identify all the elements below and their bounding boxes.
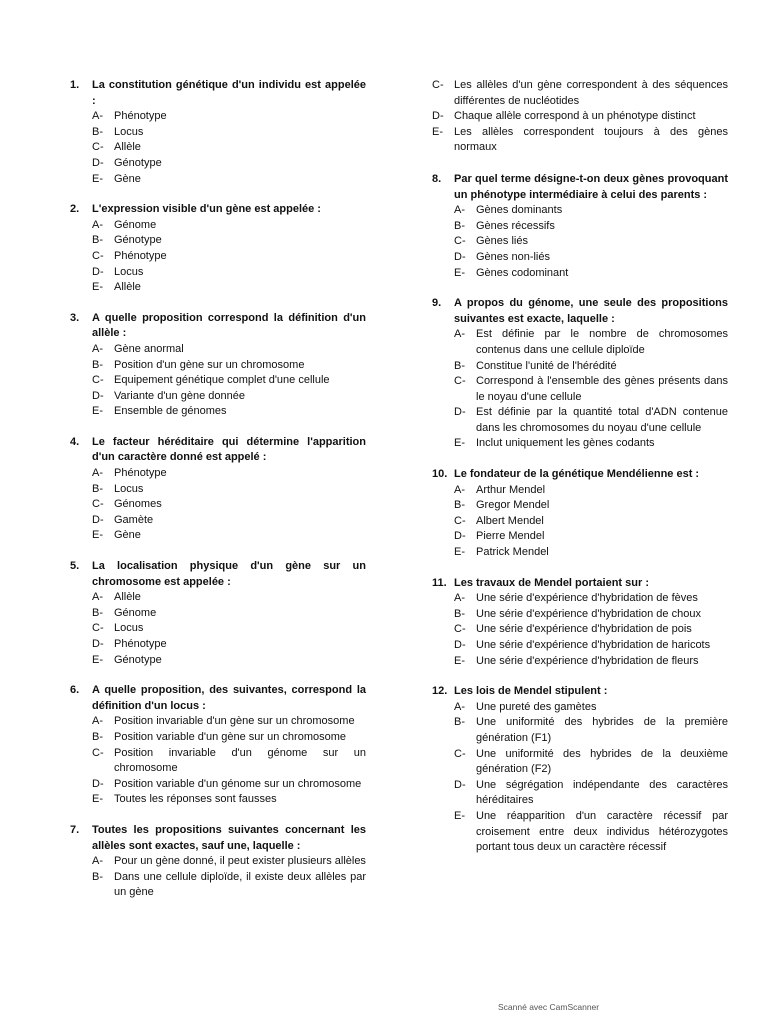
option-text: Phénotype [114,110,167,123]
question-text: Le fondateur de la génétique Mendélienne est : [454,468,700,481]
question-number: 5. [70,560,80,573]
option-text: Locus [114,265,144,278]
option-text: Dans une cellule diploïde, il existe deux allèles par un gène [114,870,366,899]
option-letter: C- [432,79,444,91]
option [92,792,366,808]
option-letter: E- [454,546,465,559]
option-text: Patrick Mendel [476,546,549,559]
option-text: Locus [114,482,144,495]
option-text: Est définie par la quantité total d'ADN contenue dans les chromosomes du noyau d'une cellule [476,406,728,434]
option [454,374,728,405]
option [92,125,366,141]
option-letter: D- [92,156,104,169]
option-text: Génotype [114,653,162,666]
option [92,621,366,637]
option [92,730,366,746]
question-text: Les lois de Mendel stipulent : [454,685,608,698]
question-item [432,467,728,561]
option-letter: D- [454,530,466,543]
option-letter: D- [92,777,104,790]
option-text: Une série d'expérience d'hybridation de fleurs [476,654,699,667]
option-letter: A- [454,700,465,713]
option-text: Une série d'expérience d'hybridation de pois [476,623,692,636]
question-number: 4. [70,435,80,448]
option [92,233,366,249]
option [92,218,366,234]
option-letter: D- [432,110,444,123]
question-item [432,296,728,452]
options-list [432,700,728,856]
option [454,622,728,638]
option-letter: D- [92,265,104,278]
option-text: Toutes les réponses sont fausses [114,793,277,806]
option-text: Gènes non-liés [476,250,550,263]
option-text: Gènes récessifs [476,219,555,232]
option [92,777,366,793]
option-text: Génomes [114,498,162,511]
option-text: Locus [114,622,144,635]
options-list [70,714,366,808]
question-text: Par quel terme désigne-t-on deux gènes provoquant un phénotype intermédiaire à celui des parents : [454,172,728,201]
option-letter: A- [92,591,103,604]
option [92,653,366,669]
option [454,700,728,716]
option-text: Pour un gène donné, il peut exister plusieurs allèles [114,855,366,868]
option-letter: D- [92,638,104,650]
option [92,482,366,498]
option-text: Gène [114,529,141,542]
question-header [70,78,366,109]
option-letter: D- [454,778,466,791]
option-text: Ensemble de génomes [114,405,227,418]
question-text: L'expression visible d'un gène est appelée : [92,203,321,216]
option-text: Gregor Mendel [476,499,550,512]
option-text: Position invariable d'un génome sur un chromosome [114,746,366,775]
option-text: Génome [114,606,157,619]
option-text: Variante d'un gène donnée [114,389,245,402]
option-text: Une réapparition d'un caractère récessif par croisement entre deux individus hétérozygotes portant tous deux un caractère récessif [476,809,728,854]
option-letter: B- [92,870,103,883]
question-header [70,823,366,854]
option-letter: A- [92,110,103,123]
option-text: Locus [114,125,144,138]
option-letter: A- [454,204,465,217]
option-letter: B- [92,606,103,619]
option-letter: A- [454,328,465,341]
options-list [432,203,728,281]
question-text: Le facteur héréditaire qui détermine l'apparition d'un caractère donné est appelé : [92,435,366,464]
option-letter: B- [92,125,103,138]
question-header [70,202,366,218]
option [92,746,366,777]
question-text: Les travaux de Mendel portaient sur : [454,576,649,589]
options-list [70,109,366,187]
options-list [432,483,728,561]
option [92,606,366,622]
option [454,809,728,856]
option [454,715,728,746]
question-7-continued [432,78,728,156]
question-number: 12. [432,685,448,698]
option [454,203,728,219]
option-letter: E- [92,793,103,806]
option [92,342,366,358]
question-text: La localisation physique d'un gène sur un chromosome est appelée : [92,560,366,588]
question-item [70,78,366,187]
options-list [70,590,366,668]
option [92,373,366,389]
question-item [432,684,728,856]
question-header [432,296,728,327]
option-text: Gènes liés [476,235,528,248]
question-header [432,172,728,203]
option-letter: C- [92,746,104,759]
option-letter: C- [92,141,104,154]
option-letter: E- [454,266,465,279]
options-list [70,342,366,420]
options-list [432,327,728,452]
question-text: A quelle proposition correspond la définition d'un allèle : [92,311,366,340]
option-letter: A- [454,592,465,605]
option-letter: E- [92,653,103,666]
option [454,529,728,545]
option-letter: B- [454,716,465,729]
option-letter: D- [454,406,466,419]
question-number: 2. [70,203,80,216]
option [454,250,728,266]
option-letter: D- [92,389,104,402]
option [454,607,728,623]
option-letter: A- [92,218,103,231]
option-text: Une uniformité des hybrides de la première génération (F1) [476,716,728,744]
option-letter: E- [454,654,465,667]
question-number: 8. [432,172,442,185]
option [92,854,366,870]
option-text: Une uniformité des hybrides de la deuxième génération (F2) [476,747,728,776]
options-list [70,466,366,544]
option-text: Génotype [114,234,162,247]
question-item [70,823,366,961]
options-list [70,218,366,296]
question-number: 3. [70,311,80,324]
question-header [432,576,728,592]
question-item [70,311,366,420]
option-letter: B- [92,234,103,247]
option-letter: A- [92,855,103,868]
option-letter: A- [92,715,103,728]
option-text: Inclut uniquement les gènes codants [476,437,655,450]
option-text: Gène anormal [114,342,184,355]
option [92,140,366,156]
question-text: Toutes les propositions suivantes concernant les allèles sont exactes, sauf une, laquelle : [92,823,366,852]
option [92,156,366,172]
option-text: Equipement génétique complet d'une cellule [114,374,330,387]
option [454,359,728,375]
option [454,436,728,452]
option-text: Position d'un gène sur un chromosome [114,358,305,371]
option-letter: C- [92,374,104,387]
option-text: Arthur Mendel [476,483,546,496]
option-letter: C- [454,235,466,248]
option [92,389,366,405]
option-text: Phénotype [114,467,167,480]
option [454,638,728,654]
option-letter: D- [454,250,466,263]
option-letter: B- [92,730,103,743]
question-header [70,683,366,714]
question-header [432,467,728,483]
option-text: Une ségrégation indépendante des caractères héréditaires [476,778,728,807]
option [92,590,366,606]
option-text: Les allèles correspondent toujours à des gènes normaux [454,125,728,154]
option-letter: E- [454,437,465,450]
option-text: Pierre Mendel [476,530,545,543]
option-letter: E- [92,281,103,294]
options-list [432,591,728,669]
option-text: Gène [114,172,141,185]
option-text: Chaque allèle correspond à un phénotype distinct [454,110,696,123]
option-text: Phénotype [114,249,167,262]
option-text: Position invariable d'un gène sur un chromosome [114,715,355,728]
question-number: 10. [432,468,448,481]
option [454,514,728,530]
question-item [432,576,728,670]
question-item [70,435,366,544]
option-letter: D- [92,513,104,526]
option-letter: A- [454,483,465,496]
option [432,78,728,109]
question-number: 7. [70,823,80,836]
option-text: Phénotype [114,638,167,650]
question-item [432,172,728,281]
option-text: Les allèles d'un gène correspondent à des séquences différentes de nucléotides [454,79,728,107]
question-item [70,202,366,296]
question-number: 11. [432,576,447,589]
right-column [432,78,728,871]
option [454,266,728,282]
option [92,249,366,265]
question-number: 1. [70,79,80,91]
option-letter: C- [454,747,466,760]
option-letter: E- [92,172,103,185]
option [92,404,366,420]
option-text: Allèle [114,141,141,154]
option-text: Une pureté des gamètes [476,700,597,713]
option [454,219,728,235]
option-letter: E- [432,125,443,138]
option-letter: E- [454,809,465,822]
option-letter: B- [454,499,465,512]
option-letter: B- [92,482,103,495]
option [92,466,366,482]
question-header [432,684,728,700]
question-number: 9. [432,297,442,310]
question-header [70,311,366,342]
question-text: La constitution génétique d'un individu est appelée : [92,79,366,107]
option-letter: D- [454,639,466,651]
option-letter: B- [454,219,465,232]
option-letter: C- [454,375,466,388]
question-item [70,559,366,668]
option-text: Correspond à l'ensemble des gènes présents dans le noyau d'une cellule [476,375,728,403]
question-header [70,435,366,466]
option-letter: C- [454,514,466,527]
option [454,654,728,670]
option-letter: C- [454,623,466,636]
option [454,591,728,607]
option [454,498,728,514]
option [454,327,728,358]
question-item [70,683,366,808]
option [92,280,366,296]
option-letter: A- [92,342,103,355]
option [92,265,366,281]
option-text: Position variable d'un génome sur un chromosome [114,777,362,790]
scanner-watermark: Scanné avec CamScanner [498,1002,600,1012]
option [454,483,728,499]
option-letter: B- [454,359,465,372]
option-text: Est définie par le nombre de chromosomes contenus dans une cellule diploïde [476,328,728,356]
option-text: Constitue l'unité de l'hérédité [476,359,617,372]
option-text: Allèle [114,591,141,604]
question-text: A propos du génome, une seule des propositions suivantes est exacte, laquelle : [454,297,728,325]
option [92,637,366,653]
option [454,234,728,250]
option-text: Une série d'expérience d'hybridation de choux [476,607,701,620]
option-letter: C- [92,249,104,262]
option-text: Gamète [114,513,154,526]
question-text: A quelle proposition, des suivantes, correspond la définition d'un locus : [92,684,366,712]
option-letter: B- [454,607,465,620]
left-column [70,78,366,961]
option [92,870,366,901]
option [92,358,366,374]
option [454,545,728,561]
option-text: Allèle [114,281,141,294]
option [92,109,366,125]
option-text: Une série d'expérience d'hybridation de haricots [476,639,711,651]
option [454,405,728,436]
option-text: Gènes codominant [476,266,569,279]
option-letter: C- [92,622,104,635]
option-text: Une série d'expérience d'hybridation de fèves [476,592,698,605]
option-text: Albert Mendel [476,514,544,527]
option [454,778,728,809]
option-letter: E- [92,405,103,418]
option [92,172,366,188]
option [454,747,728,778]
option [92,528,366,544]
option [92,513,366,529]
question-header [70,559,366,590]
question-number: 6. [70,684,80,697]
option-text: Gènes dominants [476,204,563,217]
option [92,497,366,513]
option [92,714,366,730]
option [432,109,728,125]
option-letter: C- [92,498,104,511]
option-text: Position variable d'un gène sur un chromosome [114,730,347,743]
option-letter: E- [92,529,103,542]
option [432,125,728,156]
option-letter: B- [92,358,103,371]
option-text: Génome [114,218,157,231]
option-text: Génotype [114,156,162,169]
option-letter: A- [92,467,103,480]
options-list [70,854,366,901]
